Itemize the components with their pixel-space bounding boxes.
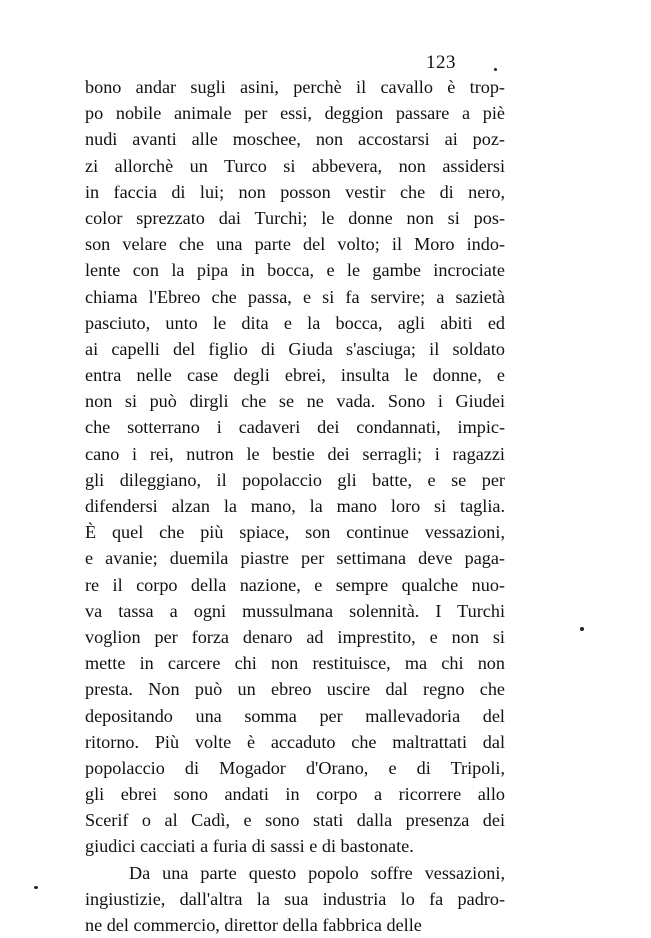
- text-line: po nobile animale per essi, deggion passare a piè: [85, 103, 505, 124]
- ink-speck: [580, 627, 584, 631]
- text-line: e avanie; duemila piastre per settimana deve paga-: [85, 548, 505, 569]
- text-line: difendersi alzan la mano, la mano loro si taglia.: [85, 496, 505, 516]
- text-line: pasciuto, unto le dita e la bocca, agli abiti ed: [85, 312, 505, 333]
- text-line: Da una parte questo popolo soffre vessazioni,: [129, 862, 505, 883]
- text-line: son velare che una parte del volto; il Moro indo-: [85, 234, 505, 255]
- text-line: lente con la pipa in bocca, e le gambe incrociate: [85, 260, 505, 281]
- text-line: ritorno. Più volte è accaduto che maltrattati dal: [85, 731, 505, 752]
- text-line: presta. Non può un ebreo uscire dal regno che: [85, 679, 505, 700]
- text-line: ne del commercio, direttor della fabbrica delle: [85, 915, 422, 935]
- text-line: cano i rei, nutron le bestie dei serragli; i ragazzi: [85, 443, 505, 464]
- text-line: re il corpo della nazione, e sempre qualche nuo-: [85, 574, 505, 595]
- text-line: È quel che più spiace, son continue vessazioni,: [85, 522, 505, 543]
- text-line: che sotterrano i cadaveri dei condannati, impic-: [85, 417, 505, 438]
- page-number: 123: [426, 52, 456, 73]
- text-line: mette in carcere chi non restituisce, ma chi non: [85, 653, 505, 674]
- text-line: entra nelle case degli ebrei, insulta le donne, e: [85, 365, 505, 386]
- text-line: giudici cacciati a furia di sassi e di bastonate.: [85, 836, 414, 857]
- ink-speck: [494, 68, 497, 71]
- text-line: chiama l'Ebreo che passa, e si fa servire; a sazietà: [85, 286, 505, 307]
- text-line: color sprezzato dai Turchi; le donne non si pos-: [85, 207, 505, 228]
- body-text: [85, 74, 505, 938]
- text-line: nudi avanti alle moschee, non accostarsi ai poz-: [85, 129, 505, 150]
- text-line: gli ebrei sono andati in corpo a ricorrere allo: [85, 784, 505, 805]
- text-line: gli dileggiano, il popolaccio gli batte, e se per: [85, 469, 505, 490]
- text-line: Scerif o al Cadì, e sono stati dalla presenza dei: [85, 810, 505, 831]
- text-line: bono andar sugli asini, perchè il cavallo è trop-: [85, 77, 505, 97]
- text-line: ai capelli del figlio di Giuda s'asciuga; il soldato: [85, 338, 505, 359]
- text-line: voglion per forza denaro ad imprestito, e non si: [85, 626, 505, 647]
- text-line: depositando una somma per mallevadoria del: [85, 705, 505, 726]
- text-line: non si può dirgli che se ne vada. Sono i Giudei: [85, 391, 505, 412]
- text-line: zi allorchè un Turco si abbevera, non assidersi: [85, 155, 505, 176]
- text-line: in faccia di lui; non posson vestir che di nero,: [85, 181, 505, 202]
- text-line: ingiustizie, dall'altra la sua industria lo fa padro-: [85, 888, 505, 909]
- text-line: va tassa a ogni mussulmana solennità. I Turchi: [85, 600, 505, 621]
- text-line: popolaccio di Mogador d'Orano, e di Tripoli,: [85, 757, 505, 778]
- ink-speck: [34, 886, 38, 889]
